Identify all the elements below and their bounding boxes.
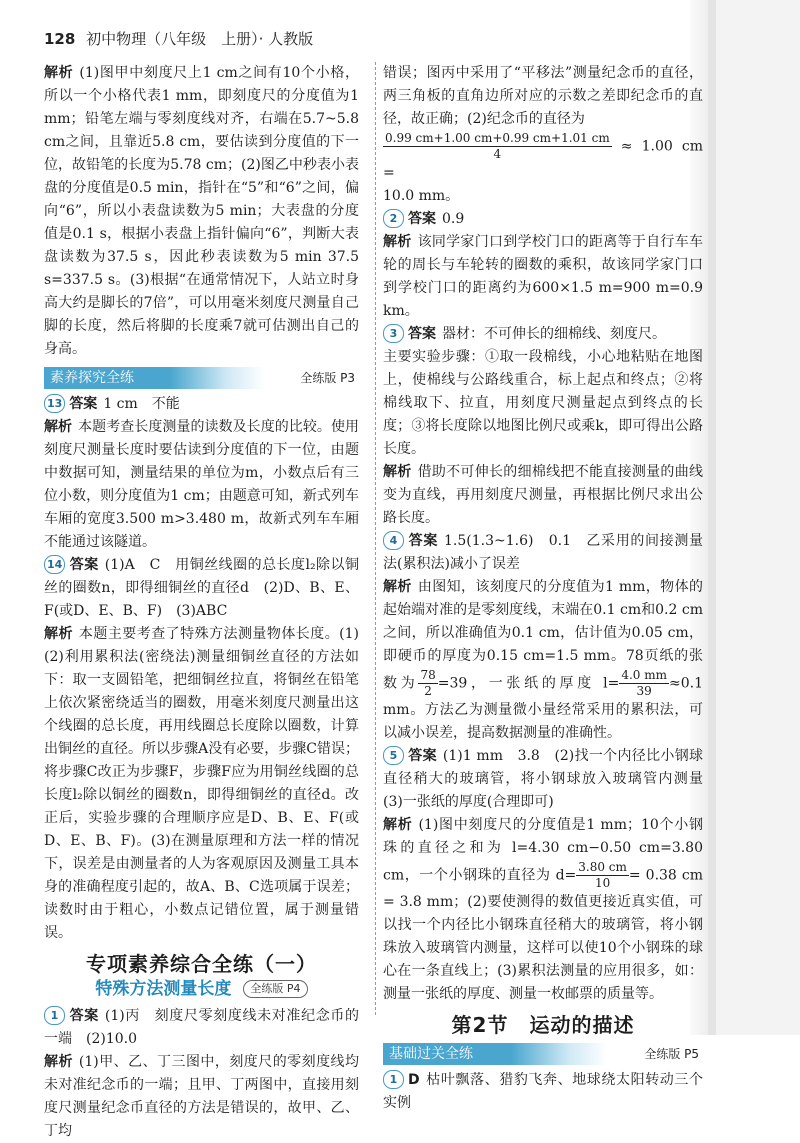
- question-number-badge: 2: [383, 209, 404, 228]
- fraction: $\frac{0.99 cm+1.00 cm+0.99 cm+1.01 cm}{4}$: [385, 131, 610, 161]
- analysis-paragraph: 解析 (1)图甲中刻度尺上1 cm之间有10个小格，所以一个小格代表1 mm，即刻度尺的分度值为1 mm；铅笔左端与零刻度线对齐，右端在5.7~5.8 cm之间，且靠近5.8 cm，要估读到分度值的下一位，故铅笔的长度为5.78 cm；(2)图乙中秒表小表盘的分度值是0.5 min，指针在“5”和“6”之间，偏向“6”，所以小表盘读数为5 min；大表盘的分度值是0.1 s，根据小表盘上指针偏向“6”，判断大表盘读数为37.5 s，因此秒表读数为5 min 37.5 s=337.5 s。(3)根据“在通常情况下，人站立时身高大约是脚长的7倍”，可以用毫米刻度尺测量自己脚的长度，然后将脚的长度乘7就可估测出自己的身高。: [44, 65, 359, 357]
- section-bar-tag: 全练版 P3: [300, 371, 355, 385]
- question-5-analysis: 解析 (1)图中刻度尺的分度值是1 mm；10个小钢珠的直径之和为 l=4.30 cm−0.50 cm=3.80 cm，一个小钢珠的直径为 d= $\frac{3.80 cm}{10}$ = 0.38 cm = 3.8 mm；(2)要使测得的数值更接近真实值，可以找一个内径比小钢珠直径稍大的玻璃管，将小钢珠放入玻璃管内测量，这样可以使10个小钢珠的球心在一条直线上；(3)累积法测量的应用很多，如：测量一张纸的厚度、测量一枚邮票的质量等。: [383, 817, 703, 1002]
- question-number-badge: 4: [383, 531, 404, 550]
- question-1b: 1 D 枯叶飘落、猎豹飞奔、地球绕太阳转动三个实例: [383, 1072, 703, 1111]
- question-number-badge: 14: [44, 555, 65, 574]
- question-1-continued: 错误；图丙中采用了“平移法”测量纪念币的直径，两三角板的直角边所对应的示数之差即纪念币的直径，故正确；(2)纪念币的直径为: [383, 65, 703, 127]
- section-bar-tag: 全练版 P5: [644, 1047, 699, 1061]
- question-number-badge: 1: [44, 1006, 65, 1025]
- question-5-answer: 5 答案 (1)1 mm 3.8 (2)找一个内径比小钢球直径稍大的玻璃管，将小钢球放入玻璃管内测量 (3)一张纸的厚度(合理即可): [383, 748, 717, 810]
- question-1-result: 10.0 mm。: [383, 188, 460, 204]
- fraction: $\frac{4.0 mm}{39}$: [621, 668, 668, 698]
- question-1-analysis: 解析 (1)甲、乙、丁三图中，刻度尺的零刻度线均未对准纪念币的一端；且甲、丁两图中，直接用刻度尺测量纪念币直径的方法是错误的，故甲、乙、丁均: [44, 1054, 359, 1139]
- question-14-answer: 14 答案 (1)A C 用铜丝线圈的总长度l₂除以铜丝的圈数n，即得细铜丝的直径d (2)D、B、E、F(或D、E、B、F) (3)ABC: [44, 557, 360, 619]
- question-number-badge: 3: [383, 324, 404, 343]
- question-number-badge: 13: [44, 394, 65, 413]
- page-edge-strip: [708, 0, 716, 1035]
- fraction: $\frac{78}{2}$: [420, 668, 436, 698]
- sub-title: 特殊方法测量长度 全练版 P4: [44, 978, 359, 1001]
- question-number-badge: 1: [383, 1070, 404, 1089]
- chapter-title: 专项素养综合全练（一）: [86, 952, 317, 976]
- column-divider: [375, 62, 376, 1015]
- page-number: 128: [44, 30, 76, 48]
- section-bar-title: 素养探究全练: [50, 370, 134, 386]
- section-bar-title: 基础过关全练: [389, 1046, 473, 1062]
- page-header: [44, 28, 313, 50]
- left-column: [44, 62, 359, 1143]
- question-2-analysis: 解析 该同学家门口到学校门口的距离等于自行车车轮的周长与车轮转的圈数的乘积，故该同学家门口到学校门口的距离约为600×1.5 m=900 m=0.9 km。: [383, 234, 704, 319]
- question-1-answer: 1 答案 (1)丙 刻度尺零刻度线未对准纪念币的一端 (2)10.0: [44, 1008, 359, 1047]
- question-4-analysis: 解析 由图知，该刻度尺的分度值为1 mm，物体的起始端对准的是零刻度线，末端在0.1 cm和0.2 cm之间，所以准确值为0.1 cm，估计值为0.05 cm，即硬币的厚度为0.15 cm=1.5 mm。78页纸的张数为 $\frac{78}{2}$ =39，一张纸的厚度 l= $\frac{4.0 mm}{39}$ ≈0.1 mm。方法乙为测量微小量经常采用的累积法，可以减小误差，提高数据测量的准确性。: [383, 579, 704, 741]
- book-title: 初中物理（八年级 上册）· 人教版: [86, 30, 314, 48]
- question-3-steps: 主要实验步骤：①取一段棉线，小心地粘贴在地图上，使棉线与公路线重合，标上起点和终点；②将棉线取下、拉直，用刻度尺测量起点到终点的长度；③将长度除以地图比例尺或乘k，即可得出公路长度。: [383, 349, 703, 457]
- section-bar-basic: [383, 1043, 703, 1065]
- question-3-answer: 3 答案 器材：不可伸长的细棉线、刻度尺。: [383, 323, 703, 346]
- analysis-label: 解析: [44, 65, 74, 81]
- fraction: $\frac{3.80 cm}{10}$: [578, 860, 627, 890]
- question-13-answer: 13 答案 1 cm 不能: [44, 393, 359, 416]
- question-4-answer: 4 答案 1.5(1.3~1.6) 0.1 乙采用的间接测量法(累积法)减小了误差: [383, 533, 704, 572]
- sub-title-tag: 全练版 P4: [243, 980, 307, 998]
- question-number-badge: 5: [383, 746, 404, 765]
- question-1-formula: $\frac{0.99 cm+1.00 cm+0.99 cm+1.01 cm}{4}$ ≈ 1.00 cm =: [383, 131, 703, 181]
- page-edge: [708, 0, 800, 1035]
- right-column: [383, 62, 717, 1115]
- question-14-analysis: 解析 本题主要考查了特殊方法测量物体长度。(1)(2)利用累积法(密绕法)测量细铜丝直径的方法如下：取一支圆铅笔，把细铜丝拉直，将铜丝在铅笔上依次紧密绕适当的圈数，用毫米刻度尺测量出这个线圈的总长度，再用线圈总长度除以圈数，计算出铜丝的直径。所以步骤A没有必要，步骤C错误；将步骤C改正为步骤F，步骤F应为用铜丝线圈的总长度l₂除以铜丝的圈数n，即得细铜丝的直径d。改正后，实验步骤的合理顺序应是D、B、E、F(或D、E、B、F)。(3)在测量原理和方法一样的情况下，误差是由测量者的人为客观原因及测量工具本身的准确程度引起的，故A、B、C选项属于误差；读数时由于粗心，小数点记错位置，属于测量错误。: [44, 626, 359, 941]
- question-2-answer: 2 答案 0.9: [383, 208, 703, 231]
- section-bar-practice: [44, 367, 359, 389]
- question-3-analysis: 解析 借助不可伸长的细棉线把不能直接测量的曲线变为直线，再用刻度尺测量，再根据比例尺求出公路长度。: [383, 464, 704, 526]
- question-13-analysis: 解析 本题考查长度测量的读数及长度的比较。使用刻度尺测量长度时要估读到分度值的下一位，由题中数据可知，测量结果的单位为m，小数点后有三位小数，则分度值为1 cm；由题意可知，新式列车车厢的宽度3.500 m>3.480 m，故新式列车车厢不能通过该隧道。: [44, 419, 360, 550]
- section-title: 第2节 运动的描述: [451, 1013, 635, 1037]
